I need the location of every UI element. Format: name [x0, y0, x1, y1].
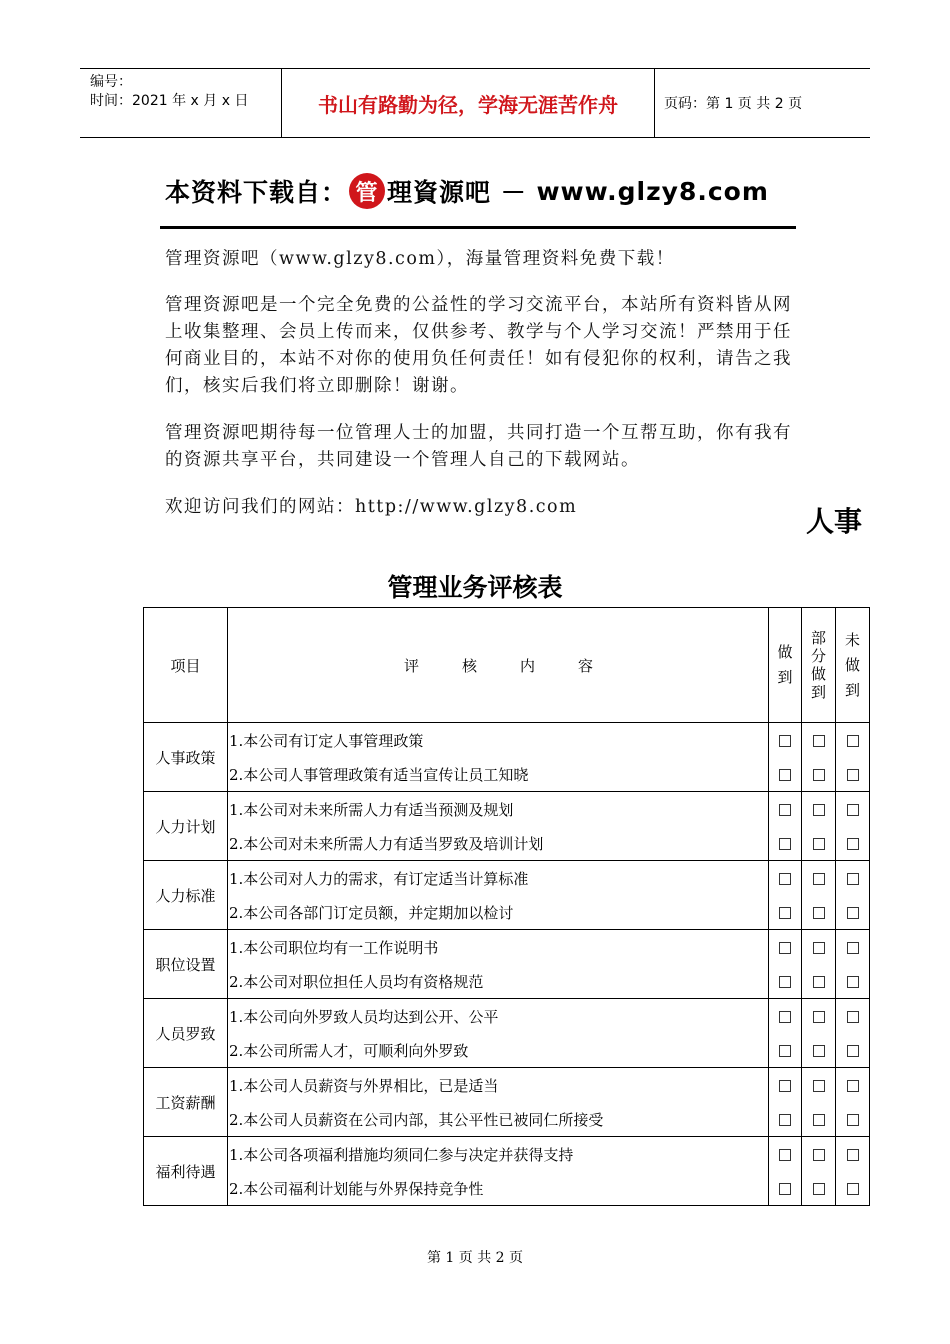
- checkbox-done[interactable]: [779, 907, 791, 919]
- checkbox-partial[interactable]: [813, 1011, 825, 1023]
- evaluation-item: 1.本公司对未来所需人力有适当预测及规划: [228, 792, 769, 827]
- checkbox-done[interactable]: [779, 838, 791, 850]
- col-content-header: 评 核 内 容: [228, 608, 769, 723]
- doc-number-label: 编号：: [90, 74, 132, 90]
- checkbox-cell-not-done: [836, 1137, 870, 1172]
- checkbox-cell-not-done: [836, 861, 870, 896]
- col-partial-header: 部分做到: [802, 608, 836, 723]
- evaluation-item: 1.本公司人员薪资与外界相比，已是适当: [228, 1068, 769, 1103]
- group-name: 人力计划: [144, 792, 228, 861]
- checkbox-partial[interactable]: [813, 769, 825, 781]
- evaluation-item: 2.本公司对未来所需人力有适当罗致及培训计划: [228, 826, 769, 861]
- table-row: [144, 999, 870, 1034]
- checkbox-cell-done: [769, 895, 802, 930]
- document-title: 管理业务评核表: [387, 573, 563, 602]
- col-done-header: 做到: [769, 608, 802, 723]
- evaluation-item: 2.本公司福利计划能与外界保持竞争性: [228, 1171, 769, 1206]
- checkbox-cell-done: [769, 1137, 802, 1172]
- table-row: [144, 723, 870, 758]
- checkbox-cell-partial: [802, 792, 836, 827]
- checkbox-partial[interactable]: [813, 942, 825, 954]
- table-row: [144, 757, 870, 792]
- checkbox-cell-done: [769, 1033, 802, 1068]
- intro-paragraph-3: 管理资源吧期待每一位管理人士的加盟，共同打造一个互帮互助，你有我有的资源共享平台，共同建设一个管理人自己的下载网站。: [165, 423, 792, 470]
- group-name: 工资薪酬: [144, 1068, 228, 1137]
- checkbox-cell-not-done: [836, 1068, 870, 1103]
- checkbox-cell-not-done: [836, 723, 870, 758]
- checkbox-done[interactable]: [779, 1149, 791, 1161]
- checkbox-done[interactable]: [779, 1080, 791, 1092]
- evaluation-item: 2.本公司所需人才，可顺利向外罗致: [228, 1033, 769, 1068]
- checkbox-done[interactable]: [779, 942, 791, 954]
- checkbox-not-done[interactable]: [847, 1045, 859, 1057]
- group-name: 职位设置: [144, 930, 228, 999]
- checkbox-done[interactable]: [779, 735, 791, 747]
- group-name: 人事政策: [144, 723, 228, 792]
- checkbox-cell-partial: [802, 826, 836, 861]
- checkbox-cell-not-done: [836, 1033, 870, 1068]
- checkbox-cell-not-done: [836, 757, 870, 792]
- checkbox-cell-done: [769, 964, 802, 999]
- banner-divider: [160, 226, 796, 229]
- checkbox-cell-partial: [802, 1068, 836, 1103]
- checkbox-done[interactable]: [779, 873, 791, 885]
- col-not-done-header: 未做到: [836, 608, 870, 723]
- checkbox-cell-partial: [802, 1137, 836, 1172]
- checkbox-not-done[interactable]: [847, 907, 859, 919]
- table-row: [144, 1033, 870, 1068]
- checkbox-not-done[interactable]: [847, 1011, 859, 1023]
- checkbox-done[interactable]: [779, 976, 791, 988]
- checkbox-cell-not-done: [836, 1171, 870, 1206]
- checkbox-not-done[interactable]: [847, 804, 859, 816]
- checkbox-cell-done: [769, 1102, 802, 1137]
- checkbox-cell-done: [769, 1068, 802, 1103]
- checkbox-cell-not-done: [836, 895, 870, 930]
- header-motto: 书山有路勤为径，学海无涯苦作舟: [282, 69, 655, 137]
- checkbox-not-done[interactable]: [847, 873, 859, 885]
- checkbox-cell-partial: [802, 964, 836, 999]
- table-header-row: [144, 608, 870, 723]
- checkbox-cell-done: [769, 792, 802, 827]
- checkbox-done[interactable]: [779, 1114, 791, 1126]
- evaluation-item: 1.本公司向外罗致人员均达到公开、公平: [228, 999, 769, 1034]
- checkbox-partial[interactable]: [813, 1045, 825, 1057]
- checkbox-cell-done: [769, 861, 802, 896]
- checkbox-partial[interactable]: [813, 804, 825, 816]
- table-row: [144, 826, 870, 861]
- checkbox-cell-done: [769, 723, 802, 758]
- evaluation-item: 1.本公司职位均有一工作说明书: [228, 930, 769, 965]
- checkbox-not-done[interactable]: [847, 1149, 859, 1161]
- table-row: [144, 792, 870, 827]
- group-name: 人力标准: [144, 861, 228, 930]
- checkbox-cell-partial: [802, 1171, 836, 1206]
- checkbox-not-done[interactable]: [847, 1114, 859, 1126]
- checkbox-cell-partial: [802, 1102, 836, 1137]
- checkbox-cell-not-done: [836, 792, 870, 827]
- evaluation-table: [143, 607, 870, 1206]
- checkbox-not-done[interactable]: [847, 1080, 859, 1092]
- checkbox-cell-not-done: [836, 930, 870, 965]
- site-logo-icon: 管: [349, 173, 385, 209]
- checkbox-cell-done: [769, 757, 802, 792]
- checkbox-cell-done: [769, 930, 802, 965]
- checkbox-not-done[interactable]: [847, 838, 859, 850]
- evaluation-item: 2.本公司对职位担任人员均有资格规范: [228, 964, 769, 999]
- intro-paragraph-4: 欢迎访问我们的网站：http://www.glzy8.com: [165, 497, 578, 517]
- checkbox-not-done[interactable]: [847, 735, 859, 747]
- checkbox-partial[interactable]: [813, 1183, 825, 1195]
- checkbox-not-done[interactable]: [847, 942, 859, 954]
- group-name: 福利待遇: [144, 1137, 228, 1206]
- page-footer: 第 1 页 共 2 页: [426, 1250, 524, 1266]
- download-banner: [165, 168, 795, 214]
- checkbox-cell-partial: [802, 895, 836, 930]
- section-fragment: 人事: [806, 505, 863, 538]
- evaluation-item: 1.本公司各项福利措施均须同仁参与决定并获得支持: [228, 1137, 769, 1172]
- checkbox-cell-partial: [802, 930, 836, 965]
- checkbox-done[interactable]: [779, 1011, 791, 1023]
- checkbox-not-done[interactable]: [847, 976, 859, 988]
- group-name: 人员罗致: [144, 999, 228, 1068]
- page-header: [80, 68, 870, 138]
- checkbox-done[interactable]: [779, 1183, 791, 1195]
- banner-prefix: 本资料下载自：: [165, 178, 348, 207]
- checkbox-cell-partial: [802, 861, 836, 896]
- doc-time-label: 时间：2021 年 x 月 x 日: [90, 93, 249, 109]
- checkbox-partial[interactable]: [813, 907, 825, 919]
- table-row: [144, 1137, 870, 1172]
- evaluation-item: 2.本公司人事管理政策有适当宣传让员工知晓: [228, 757, 769, 792]
- intro-paragraph-2: 管理资源吧是一个完全免费的公益性的学习交流平台，本站所有资料皆从网上收集整理、会员上传而来，仅供参考、教学与个人学习交流！严禁用于任何商业目的，本站不对你的使用负任何责任！如有侵犯你的权利，请告之我们，核实后我们将立即删除！谢谢。: [165, 295, 792, 396]
- checkbox-not-done[interactable]: [847, 1183, 859, 1195]
- evaluation-item: 2.本公司各部门订定员额，并定期加以检讨: [228, 895, 769, 930]
- banner-dash: －: [491, 178, 537, 207]
- checkbox-done[interactable]: [779, 804, 791, 816]
- banner-url[interactable]: www.glzy8.com: [536, 176, 769, 206]
- header-page-label: 页码：第 1 页 共 2 页: [664, 96, 803, 112]
- checkbox-cell-partial: [802, 757, 836, 792]
- table-row: [144, 895, 870, 930]
- checkbox-done[interactable]: [779, 769, 791, 781]
- banner-site-name: 理資源吧: [387, 178, 492, 207]
- evaluation-item: 1.本公司有订定人事管理政策: [228, 723, 769, 758]
- table-row: [144, 1171, 870, 1206]
- checkbox-cell-not-done: [836, 999, 870, 1034]
- checkbox-partial[interactable]: [813, 1149, 825, 1161]
- checkbox-cell-done: [769, 1171, 802, 1206]
- checkbox-partial[interactable]: [813, 735, 825, 747]
- checkbox-partial[interactable]: [813, 1114, 825, 1126]
- checkbox-cell-not-done: [836, 964, 870, 999]
- col-project-header: 项目: [144, 608, 228, 723]
- checkbox-cell-done: [769, 826, 802, 861]
- checkbox-partial[interactable]: [813, 1080, 825, 1092]
- checkbox-partial[interactable]: [813, 873, 825, 885]
- checkbox-done[interactable]: [779, 1045, 791, 1057]
- table-row: [144, 930, 870, 965]
- table-row: [144, 1102, 870, 1137]
- checkbox-cell-not-done: [836, 826, 870, 861]
- table-row: [144, 1068, 870, 1103]
- evaluation-item: 2.本公司人员薪资在公司内部，其公平性已被同仁所接受: [228, 1102, 769, 1137]
- checkbox-cell-partial: [802, 999, 836, 1034]
- header-meta: [80, 69, 282, 137]
- checkbox-not-done[interactable]: [847, 769, 859, 781]
- intro-paragraph-1: 管理资源吧（www.glzy8.com），海量管理资料免费下载！: [165, 249, 675, 269]
- checkbox-cell-partial: [802, 1033, 836, 1068]
- checkbox-cell-partial: [802, 723, 836, 758]
- table-row: [144, 861, 870, 896]
- checkbox-cell-done: [769, 999, 802, 1034]
- table-row: [144, 964, 870, 999]
- evaluation-item: 1.本公司对人力的需求，有订定适当计算标准: [228, 861, 769, 896]
- checkbox-partial[interactable]: [813, 838, 825, 850]
- checkbox-partial[interactable]: [813, 976, 825, 988]
- checkbox-cell-not-done: [836, 1102, 870, 1137]
